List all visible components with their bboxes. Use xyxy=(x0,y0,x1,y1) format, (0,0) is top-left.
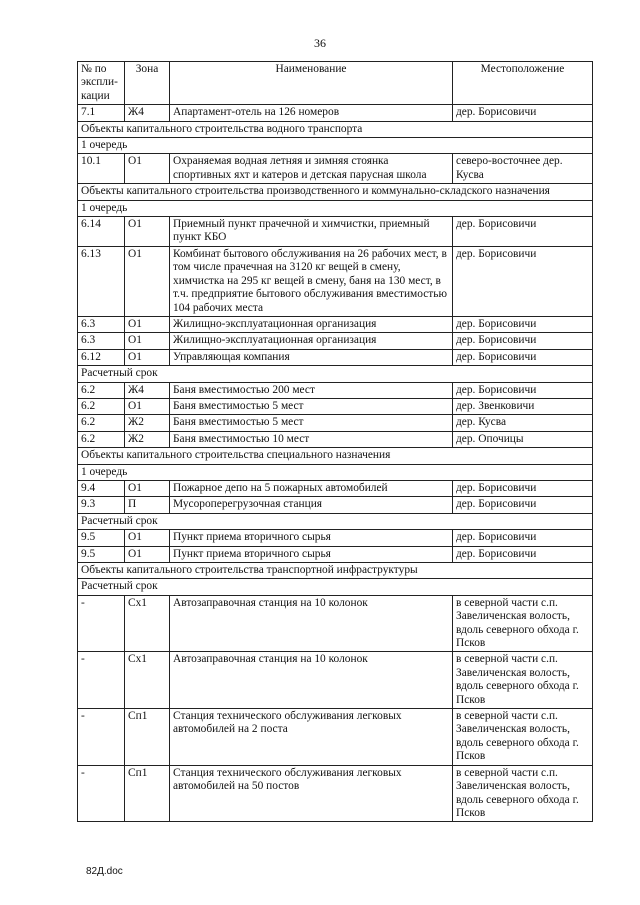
cell-location: в северной части с.п. Завеличенская волость, вдоль северного обхода г. Псков xyxy=(453,765,593,822)
cell-location: дер. Борисовичи xyxy=(453,105,593,121)
cell-location: дер. Борисовичи xyxy=(453,497,593,513)
section-title: Расчетный срок xyxy=(78,513,593,529)
header-num: № по экспли-кации xyxy=(78,62,125,105)
cell-zone: О1 xyxy=(125,546,170,562)
cell-zone: Ж4 xyxy=(125,105,170,121)
cell-name: Баня вместимостью 200 мест xyxy=(170,382,453,398)
cell-name: Приемный пункт прачечной и химчистки, приемный пункт КБО xyxy=(170,217,453,247)
header-zone: Зона xyxy=(125,62,170,105)
table-row xyxy=(78,246,593,316)
cell-num: 7.1 xyxy=(78,105,125,121)
cell-num: 9.4 xyxy=(78,480,125,496)
cell-num: 6.2 xyxy=(78,398,125,414)
cell-name: Пункт приема вторичного сырья xyxy=(170,530,453,546)
cell-zone: Ж2 xyxy=(125,415,170,431)
cell-location: дер. Борисовичи xyxy=(453,546,593,562)
cell-name: Пункт приема вторичного сырья xyxy=(170,546,453,562)
table-row xyxy=(78,154,593,184)
cell-zone: П xyxy=(125,497,170,513)
section-row xyxy=(78,513,593,529)
cell-zone: О1 xyxy=(125,480,170,496)
table-row xyxy=(78,333,593,349)
cell-num: 6.3 xyxy=(78,333,125,349)
cell-zone: О1 xyxy=(125,333,170,349)
cell-name: Жилищно-эксплуатационная организация xyxy=(170,333,453,349)
cell-zone: Сх1 xyxy=(125,595,170,652)
section-row xyxy=(78,366,593,382)
cell-location: дер. Борисовичи xyxy=(453,316,593,332)
cell-num: 6.2 xyxy=(78,382,125,398)
cell-location: дер. Борисовичи xyxy=(453,382,593,398)
cell-zone: Сх1 xyxy=(125,652,170,709)
cell-num: 10.1 xyxy=(78,154,125,184)
cell-name: Автозаправочная станция на 10 колонок xyxy=(170,595,453,652)
cell-location: северо-восточнее дер. Кусва xyxy=(453,154,593,184)
page-number: 36 xyxy=(314,36,326,50)
table-row xyxy=(78,652,593,709)
cell-num: 6.13 xyxy=(78,246,125,316)
table-row xyxy=(78,105,593,121)
section-title: Объекты капитального строительства транспортной инфраструктуры xyxy=(78,563,593,579)
section-row xyxy=(78,121,593,137)
cell-name: Баня вместимостью 10 мест xyxy=(170,431,453,447)
cell-num: 9.3 xyxy=(78,497,125,513)
cell-zone: Ж4 xyxy=(125,382,170,398)
cell-location: дер. Звенковичи xyxy=(453,398,593,414)
section-row xyxy=(78,579,593,595)
table-header-row xyxy=(78,62,593,105)
cell-location: дер. Борисовичи xyxy=(453,349,593,365)
cell-location: дер. Борисовичи xyxy=(453,530,593,546)
cell-num: 9.5 xyxy=(78,546,125,562)
cell-location: дер. Опочицы xyxy=(453,431,593,447)
table-row xyxy=(78,530,593,546)
cell-location: в северной части с.п. Завеличенская волость, вдоль северного обхода г. Псков xyxy=(453,652,593,709)
cell-num: 6.2 xyxy=(78,415,125,431)
cell-zone: О1 xyxy=(125,349,170,365)
cell-zone: Сп1 xyxy=(125,765,170,822)
section-title: Объекты капитального строительства водного транспорта xyxy=(78,121,593,137)
cell-zone: О1 xyxy=(125,530,170,546)
cell-num: 6.12 xyxy=(78,349,125,365)
cell-location: дер. Борисовичи xyxy=(453,480,593,496)
table-row xyxy=(78,398,593,414)
cell-zone: О1 xyxy=(125,316,170,332)
table-row xyxy=(78,431,593,447)
cell-num: 6.2 xyxy=(78,431,125,447)
section-title: Расчетный срок xyxy=(78,366,593,382)
table-row xyxy=(78,595,593,652)
table-row xyxy=(78,217,593,247)
header-location: Местоположение xyxy=(453,62,593,105)
objects-table xyxy=(77,61,593,822)
cell-zone: О1 xyxy=(125,246,170,316)
header-name: Наименование xyxy=(170,62,453,105)
cell-num: - xyxy=(78,595,125,652)
section-title: 1 очередь xyxy=(78,464,593,480)
section-row xyxy=(78,200,593,216)
table-row xyxy=(78,709,593,766)
cell-name: Мусороперегрузочная станция xyxy=(170,497,453,513)
table-row xyxy=(78,415,593,431)
cell-name: Апартамент-отель на 126 номеров xyxy=(170,105,453,121)
cell-num: 9.5 xyxy=(78,530,125,546)
cell-zone: Сп1 xyxy=(125,709,170,766)
cell-location: дер. Борисовичи xyxy=(453,246,593,316)
cell-num: - xyxy=(78,709,125,766)
cell-zone: О1 xyxy=(125,217,170,247)
section-row xyxy=(78,563,593,579)
section-row xyxy=(78,448,593,464)
cell-location: в северной части с.п. Завеличенская волость, вдоль северного обхода г. Псков xyxy=(453,709,593,766)
cell-name: Охраняемая водная летняя и зимняя стоянка спортивных яхт и катеров и детская парусная школа xyxy=(170,154,453,184)
cell-name: Баня вместимостью 5 мест xyxy=(170,398,453,414)
cell-zone: Ж2 xyxy=(125,431,170,447)
table-row xyxy=(78,382,593,398)
cell-location: в северной части с.п. Завеличенская волость, вдоль северного обхода г. Псков xyxy=(453,595,593,652)
cell-name: Станция технического обслуживания легковых автомобилей на 2 поста xyxy=(170,709,453,766)
table-row xyxy=(78,546,593,562)
cell-location: дер. Борисовичи xyxy=(453,217,593,247)
cell-zone: О1 xyxy=(125,154,170,184)
cell-num: 6.14 xyxy=(78,217,125,247)
table-row xyxy=(78,765,593,822)
cell-num: - xyxy=(78,652,125,709)
section-title: Расчетный срок xyxy=(78,579,593,595)
cell-name: Автозаправочная станция на 10 колонок xyxy=(170,652,453,709)
table-body xyxy=(78,105,593,822)
table-row xyxy=(78,349,593,365)
section-title: 1 очередь xyxy=(78,200,593,216)
footer-filename: 82Д.doc xyxy=(86,866,123,877)
section-title: Объекты капитального строительства специального назначения xyxy=(78,448,593,464)
cell-name: Управляющая компания xyxy=(170,349,453,365)
cell-name: Станция технического обслуживания легковых автомобилей на 50 постов xyxy=(170,765,453,822)
cell-name: Пожарное депо на 5 пожарных автомобилей xyxy=(170,480,453,496)
cell-num: - xyxy=(78,765,125,822)
table-row xyxy=(78,316,593,332)
table-row xyxy=(78,497,593,513)
section-row xyxy=(78,184,593,200)
cell-name: Жилищно-эксплуатационная организация xyxy=(170,316,453,332)
cell-name: Баня вместимостью 5 мест xyxy=(170,415,453,431)
cell-location: дер. Борисовичи xyxy=(453,333,593,349)
table-row xyxy=(78,480,593,496)
cell-zone: О1 xyxy=(125,398,170,414)
cell-name: Комбинат бытового обслуживания на 26 рабочих мест, в том числе прачечная на 3120 кг вещей в смену, химчистка на 295 кг вещей в смену, баня на 130 мест, в т.ч. предприятие бытового обслуживания вместимостью 104 рабочих места xyxy=(170,246,453,316)
section-title: 1 очередь xyxy=(78,138,593,154)
section-title: Объекты капитального строительства производственного и коммунально-складского назначения xyxy=(78,184,593,200)
cell-num: 6.3 xyxy=(78,316,125,332)
section-row xyxy=(78,138,593,154)
section-row xyxy=(78,464,593,480)
cell-location: дер. Кусва xyxy=(453,415,593,431)
